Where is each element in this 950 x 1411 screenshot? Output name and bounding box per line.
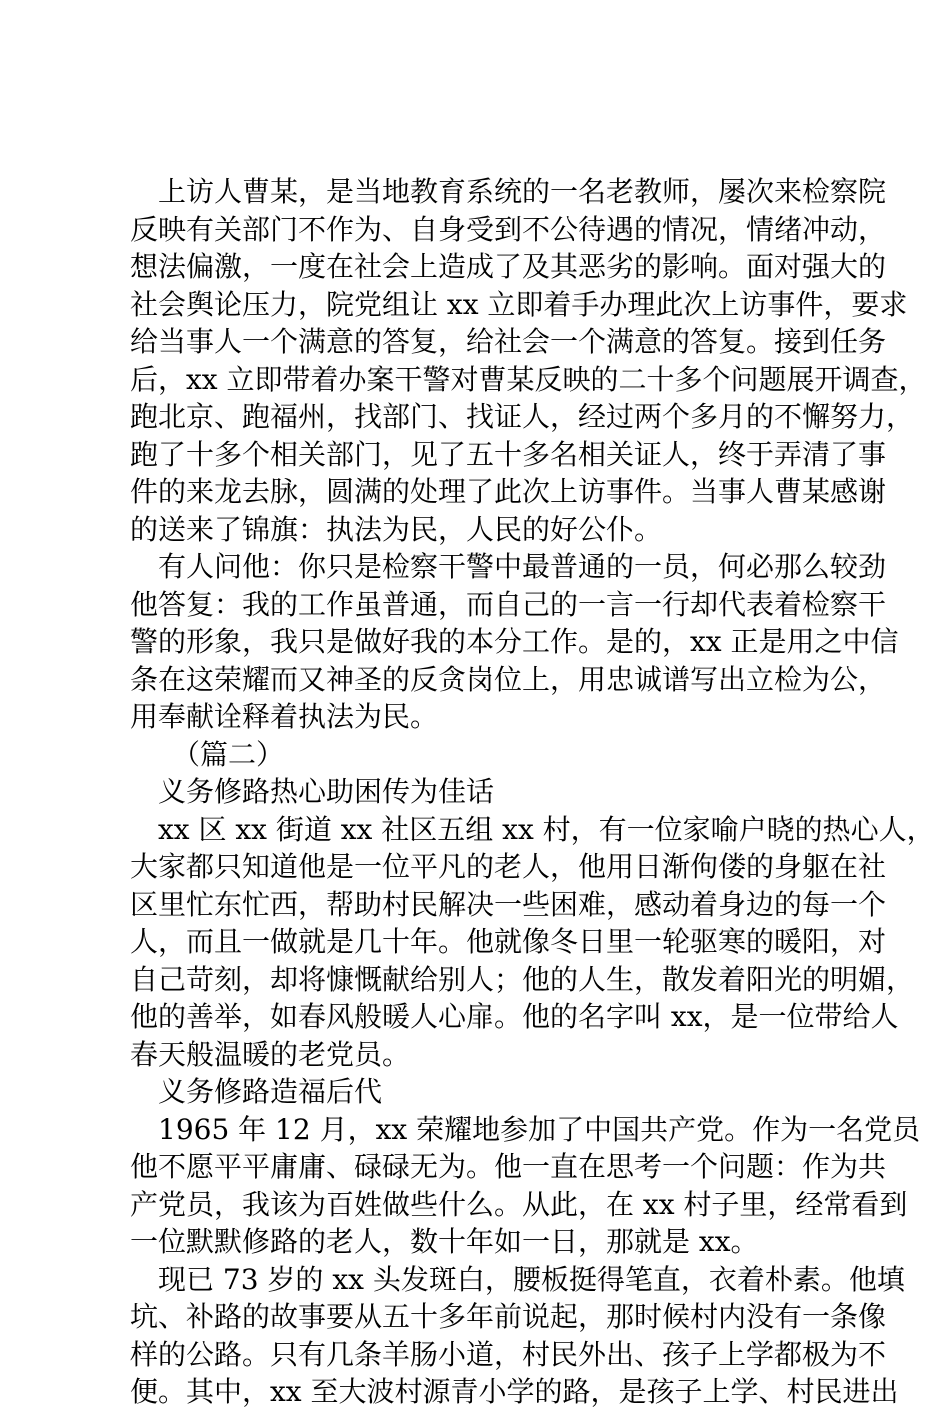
text-line: 大家都只知道他是一位平凡的老人，他用日渐佝偻的身躯在社: [130, 850, 887, 883]
text-line: 件的来龙去脉，圆满的处理了此次上访事件。当事人曹某感谢: [130, 475, 887, 508]
text-line: 一位默默修路的老人，数十年如一日，那就是 xx。: [130, 1225, 759, 1258]
text-line: 他答复：我的工作虽普通，而自己的一言一行却代表着检察干: [130, 587, 887, 621]
text-line: 后，xx 立即带着办案干警对曹某反映的二十多个问题展开调查，: [130, 362, 927, 396]
text-line: 上访人曹某，是当地教育系统的一名老教师，屡次来检察院: [158, 175, 887, 208]
text-line: 样的公路。只有几条羊肠小道，村民外出、孩子上学都极为不: [130, 1337, 887, 1371]
text-line: 用奉献诠释着执法为民。: [130, 700, 439, 733]
document-body: [130, 173, 935, 1411]
section-label: （篇二）: [172, 737, 285, 771]
text-line: 他的善举，如春风般暖人心扉。他的名字叫 xx，是一位带给人: [130, 1000, 899, 1033]
text-line: 人，而且一做就是几十年。他就像冬日里一轮驱寒的暖阳，对: [130, 925, 887, 958]
text-line: 跑了十多个相关部门，见了五十多名相关证人，终于弄清了事: [130, 437, 887, 471]
text-line: 社会舆论压力，院党组让 xx 立即着手办理此次上访事件，要求: [130, 287, 908, 321]
text-line: 反映有关部门不作为、自身受到不公待遇的情况，情绪冲动，: [130, 212, 887, 246]
text-line: 警的形象，我只是做好我的本分工作。是的，xx 正是用之中信: [130, 625, 899, 658]
section-heading: 义务修路热心助困传为佳话: [158, 775, 495, 808]
text-line: 1965 年 12 月，xx 荣耀地参加了中国共产党。作为一名党员: [158, 1112, 921, 1146]
text-line: 春天般温暖的老党员。: [130, 1037, 411, 1071]
text-line: 产党员，我该为百姓做些什么。从此，在 xx 村子里，经常看到: [130, 1187, 908, 1221]
text-line: 给当事人一个满意的答复，给社会一个满意的答复。接到任务: [130, 325, 887, 358]
text-line: 的送来了锦旗：执法为民，人民的好公仆。: [130, 512, 663, 546]
text-line: 区里忙东忙西，帮助村民解决一些困难，感动着身边的每一个: [130, 887, 887, 921]
text-line: 自己苛刻，却将慷慨献给别人；他的人生，散发着阳光的明媚，: [130, 962, 915, 996]
text-line: 条在这荣耀而又神圣的反贪岗位上，用忠诚谱写出立检为公，: [130, 662, 887, 696]
text-line: xx 区 xx 街道 xx 社区五组 xx 村，有一位家喻户晓的热心人，: [158, 812, 935, 846]
section-heading: 义务修路造福后代: [158, 1075, 383, 1108]
text-line: 跑北京、跑福州，找部门、找证人，经过两个多月的不懈努力，: [130, 400, 915, 433]
text-line: 他不愿平平庸庸、碌碌无为。他一直在思考一个问题：作为共: [130, 1150, 887, 1183]
text-line: 有人问他：你只是检察干警中最普通的一员，何必那么较劲: [158, 550, 887, 583]
text-line: 便。其中，xx 至大波村源青小学的路，是孩子上学、村民进出: [130, 1375, 899, 1408]
text-line: 坑、补路的故事要从五十多年前说起，那时候村内没有一条像: [130, 1300, 887, 1333]
text-line: 想法偏激，一度在社会上造成了及其恶劣的影响。面对强大的: [130, 250, 887, 283]
text-line: 现已 73 岁的 xx 头发斑白，腰板挺得笔直，衣着朴素。他填: [158, 1262, 905, 1296]
